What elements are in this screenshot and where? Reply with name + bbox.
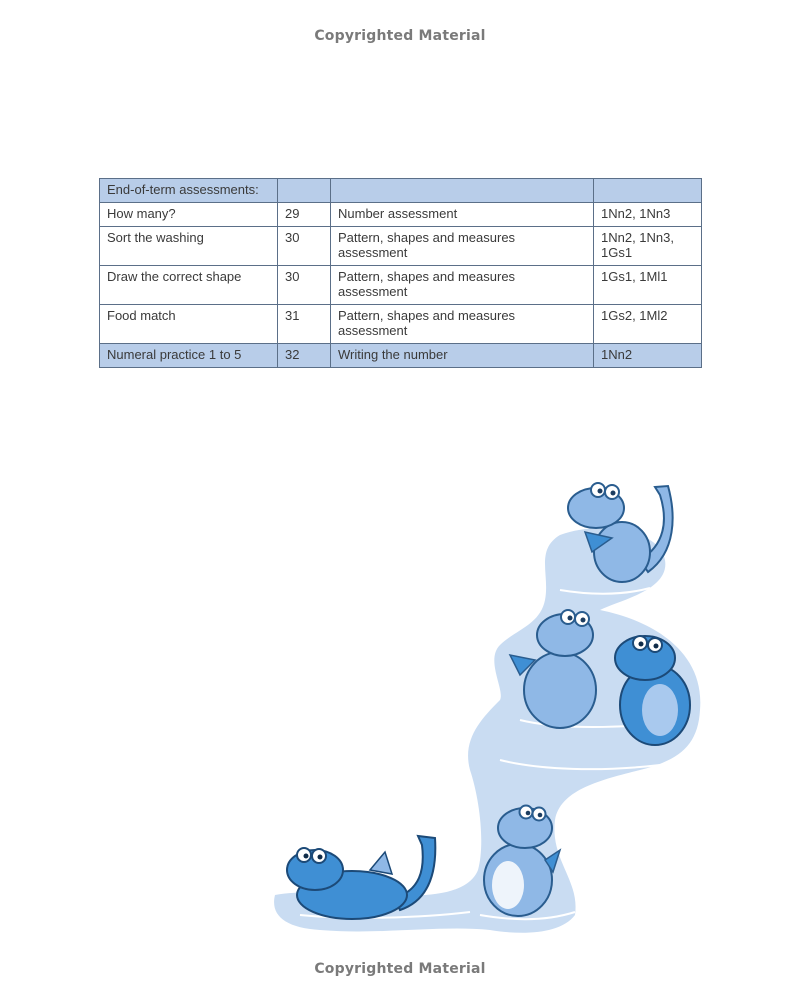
assessment-cell: Number assessment <box>331 203 594 227</box>
dragon-body <box>594 522 650 582</box>
objectives-cell: 1Nn2 <box>594 344 702 368</box>
activity-cell: Food match <box>100 305 278 344</box>
dragon-pupil <box>611 491 616 496</box>
table-row <box>100 305 702 344</box>
assessment-cell: Writing the number <box>331 344 594 368</box>
objectives-cell: 1Nn2, 1Nn3, 1Gs1 <box>594 227 702 266</box>
activity-cell: Sort the washing <box>100 227 278 266</box>
activity-cell: How many? <box>100 203 278 227</box>
table-row <box>100 227 702 266</box>
page-cell: 31 <box>278 305 331 344</box>
dragon-pupil <box>639 642 644 647</box>
dragon-belly <box>642 684 678 736</box>
assessment-cell: Pattern, shapes and measures assessment <box>331 227 594 266</box>
copyright-footer: Copyrighted Material <box>314 961 486 977</box>
activity-cell: Numeral practice 1 to 5 <box>100 344 278 368</box>
table-row-highlighted <box>100 344 702 368</box>
copyright-header: Copyrighted Material <box>314 28 486 44</box>
page-cell: 29 <box>278 203 331 227</box>
page-cell: 30 <box>278 227 331 266</box>
dragon-pupil <box>654 644 659 649</box>
objectives-cell: 1Gs1, 1Ml1 <box>594 266 702 305</box>
activity-cell: Draw the correct shape <box>100 266 278 305</box>
dragon-pupil <box>318 855 323 860</box>
assessment-cell: Pattern, shapes and measures assessment <box>331 266 594 305</box>
dragon-pupil <box>581 618 586 623</box>
page-cell: 30 <box>278 266 331 305</box>
table-section-header <box>100 179 702 203</box>
section-heading: End-of-term assessments: <box>100 179 278 203</box>
dragon-wing <box>370 852 392 874</box>
dragon-pupil <box>538 813 543 818</box>
dragon-pupil <box>598 489 603 494</box>
dragon-body <box>524 652 596 728</box>
objectives-cell: 1Gs2, 1Ml2 <box>594 305 702 344</box>
dragon-pupil <box>304 854 309 859</box>
table-row <box>100 203 702 227</box>
dragon-belly <box>492 861 524 909</box>
table-row <box>100 266 702 305</box>
page-cell: 32 <box>278 344 331 368</box>
assessment-table <box>99 178 702 368</box>
assessment-cell: Pattern, shapes and measures assessment <box>331 305 594 344</box>
objectives-cell: 1Nn2, 1Nn3 <box>594 203 702 227</box>
dragons-illustration <box>262 470 712 940</box>
dragon-pupil <box>568 616 573 621</box>
dragon-pupil <box>526 811 531 816</box>
